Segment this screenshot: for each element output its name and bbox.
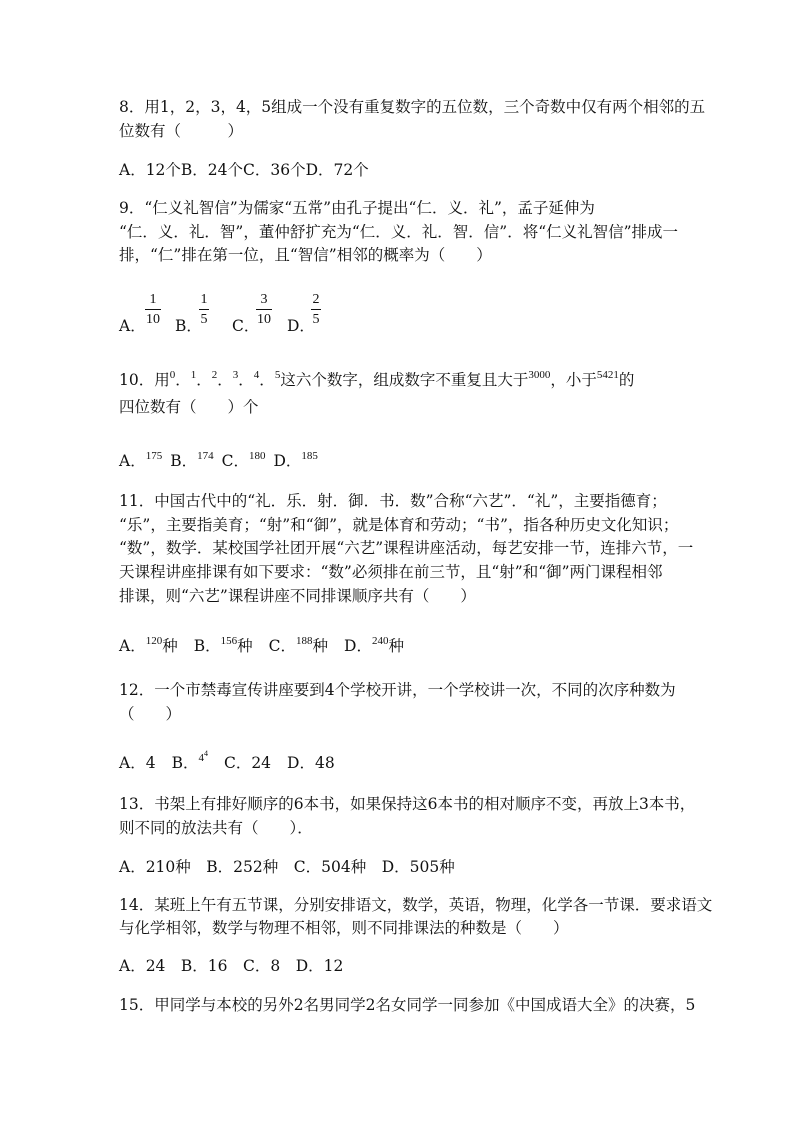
separator: ．: [175, 371, 191, 389]
q14-line1: 14．某班上午有五节课，分别安排语文，数学，英语，物理，化学各一节课．要求语文: [119, 896, 713, 914]
q10-text: 10．用: [119, 371, 170, 389]
option-unit: 种: [237, 637, 253, 655]
value: 3000: [528, 369, 551, 381]
digit: 3: [232, 369, 239, 381]
q9-a-numerator: 1: [149, 292, 157, 307]
q8-line2: 位数有（ ）: [119, 122, 244, 140]
q9-a-denominator: 10: [146, 312, 160, 327]
q11-line5: 排课，则“六艺”课程讲座不同排课顺序共有（ ）: [119, 587, 476, 605]
q9-line1: 9．“仁义礼智信”为儒家“五常”由孔子提出“仁．义．礼”，孟子延伸为: [119, 199, 595, 217]
option-value: 174: [197, 450, 214, 462]
option-value: 120: [145, 635, 163, 647]
fraction-bar: [311, 309, 321, 310]
q9-b-numerator: 1: [200, 292, 208, 307]
option-value: 175: [145, 450, 163, 462]
digit: 1: [190, 369, 197, 381]
separator: ．: [217, 371, 233, 389]
q12-line2: （ ）: [119, 705, 182, 723]
q9-line3: 排，“仁”排在第一位，且“智信”相邻的概率为（ ）: [119, 246, 492, 264]
q10-options: [119, 451, 318, 473]
option-unit: 种: [312, 637, 329, 655]
q8-options: A．12个B．24个C．36个D．72个: [119, 161, 369, 179]
q9-c-denominator: 10: [257, 312, 271, 327]
q13-line2: 则不同的放法共有（ ）．: [119, 819, 313, 837]
separator: ．: [238, 371, 254, 389]
option-label: B．: [170, 452, 198, 470]
option-d: D．48: [287, 754, 335, 772]
option-unit: 种: [162, 637, 178, 655]
option-label: B．: [171, 754, 199, 772]
option-label: A．: [119, 452, 146, 470]
q9-c-numerator: 3: [260, 292, 268, 307]
fraction-bar: [199, 309, 209, 310]
q11-options: [119, 636, 404, 658]
option-value: 156: [220, 635, 238, 647]
q9-b-denominator: 5: [200, 312, 208, 327]
q11-line3: “数”，数学．某校国学社团开展“六艺”课程讲座活动，每艺安排一节，连排六节，一: [119, 539, 694, 557]
digit: 0: [169, 369, 176, 381]
q13-line1: 13．书架上有排好顺序的6本书，如果保持这6本书的相对顺序不变，再放上3本书，: [119, 795, 696, 813]
q9-option-a-fraction: [145, 292, 161, 327]
q12-line1: 12．一个市禁毒宣传讲座要到4个学校开讲，一个学校讲一次，不同的次序种数为: [119, 681, 676, 699]
option-a: A．4: [119, 754, 156, 772]
q8-line1: 8．用1，2，3，4，5组成一个没有重复数字的五位数，三个奇数中仅有两个相邻的五: [119, 98, 706, 116]
q10-line2: 四位数有（ ）个: [119, 398, 259, 416]
option-label: C．: [268, 637, 296, 655]
q9-option-d-fraction: [311, 292, 321, 327]
q9-option-d-label: D．: [287, 317, 315, 335]
q9-option-c-label: C．: [232, 317, 260, 335]
option-value: 240: [371, 635, 389, 647]
q9-option-b-label: B．: [175, 317, 202, 335]
fraction-bar: [145, 309, 161, 310]
q15-line1: 15．甲同学与本校的另外2名男同学2名女同学一同参加《中国成语大全》的决赛，5: [119, 996, 696, 1014]
option-label: A．: [119, 637, 146, 655]
q9-d-denominator: 5: [312, 312, 320, 327]
q14-line2: 与化学相邻，数学与物理不相邻，则不同排课法的种数是（ ）: [119, 919, 569, 937]
option-label: D．: [273, 452, 302, 470]
option-label: B．: [193, 637, 221, 655]
q13-options: A．210种 B．252种 C．504种 D．505种: [119, 858, 455, 876]
q9-option-a-label: A．: [119, 317, 146, 335]
option-label: C．: [221, 452, 249, 470]
fraction-bar: [256, 309, 272, 310]
option-exponent: 4: [203, 749, 208, 758]
q11-line1: 11．中国古代中的“礼．乐．射．御．书．数”合称“六艺”．“礼”，主要指德育；: [119, 492, 667, 510]
option-label: D．: [344, 637, 372, 655]
q10-line1: [119, 370, 634, 392]
option-value: 188: [296, 635, 313, 647]
option-c: C．24: [223, 754, 272, 772]
q11-line2: “乐”，主要指美育；“射”和“御”，就是体育和劳动；“书”，指各种历史文化知识；: [119, 516, 679, 534]
option-value: 4: [198, 752, 204, 764]
digit: 5: [274, 369, 281, 381]
q10-text: 这六个数字，组成数字不重复且大于: [280, 371, 529, 389]
q11-line4: 天课程讲座排课有如下要求：“数”必须排在前三节，且“射”和“御”两门课程相邻: [119, 563, 663, 581]
q10-text: ，小于: [550, 371, 597, 389]
digit: 4: [253, 369, 260, 381]
digit: 2: [211, 369, 218, 381]
q9-option-b-fraction: [199, 292, 209, 327]
q9-line2: “仁．义．礼．智”，董仲舒扩充为“仁．义．礼．智．信”．将“仁义礼智信”排成一: [119, 223, 679, 241]
q10-text: 的: [618, 371, 635, 389]
separator: ．: [196, 371, 212, 389]
option-value: 185: [301, 450, 318, 462]
q14-options: A．24 B．16 C．8 D．12: [119, 957, 344, 975]
q9-d-numerator: 2: [312, 292, 320, 307]
q12-options: [119, 749, 335, 776]
q9-option-c-fraction: [256, 292, 272, 327]
option-value: 180: [248, 450, 266, 462]
value: 5421: [596, 369, 619, 381]
separator: ．: [259, 371, 275, 389]
option-unit: 种: [388, 637, 404, 655]
